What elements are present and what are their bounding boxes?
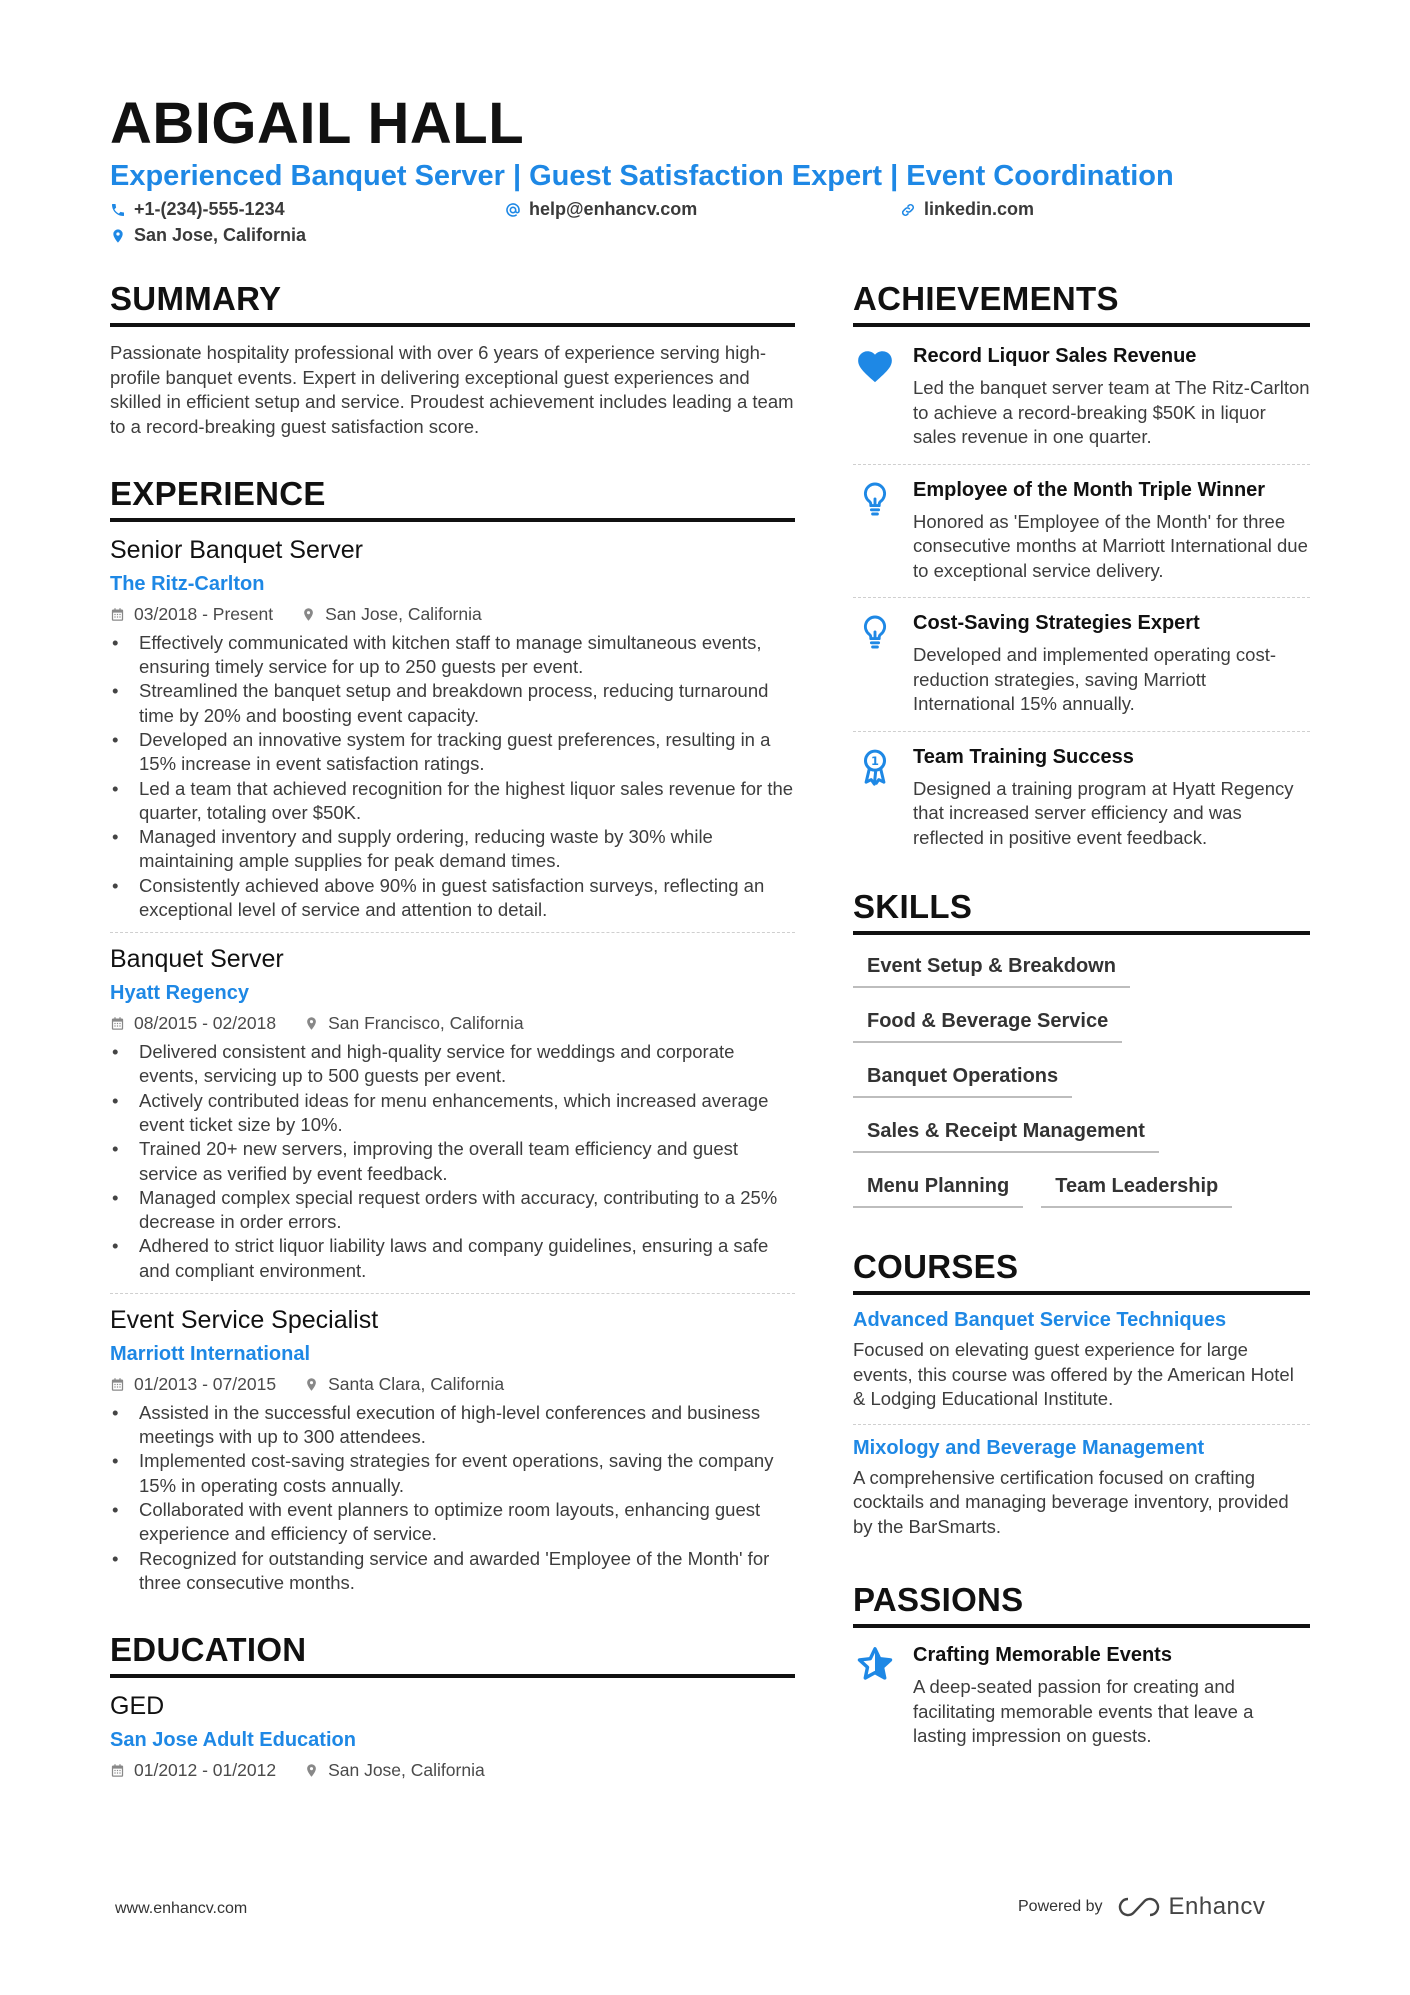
- candidate-title: Experienced Banquet Server | Guest Satisfaction Expert | Event Coordination: [110, 160, 1174, 192]
- infinity-logo-icon: [1117, 1896, 1161, 1918]
- svg-text:1: 1: [871, 753, 879, 768]
- lightbulb-icon: [853, 612, 897, 717]
- job-title: Event Service Specialist: [110, 1306, 379, 1335]
- email-text: help@enhancv.com: [529, 199, 698, 219]
- achievement-title: Employee of the Month Triple Winner: [913, 478, 1266, 501]
- lightbulb-icon: [853, 479, 897, 584]
- job-dates: 08/2015 - 02/2018: [110, 1013, 276, 1034]
- calendar-icon: [110, 1763, 125, 1778]
- job-bullets: [110, 1040, 795, 1283]
- job-meta: [110, 604, 795, 625]
- education-dates: 01/2012 - 01/2012: [110, 1760, 276, 1781]
- calendar-icon: [110, 607, 125, 622]
- skills-heading: SKILLS: [853, 890, 1310, 935]
- footer-branding[interactable]: [1018, 1893, 1265, 1921]
- job-dates: 01/2013 - 07/2015: [110, 1374, 276, 1395]
- skills-section: [853, 890, 1310, 1208]
- passion-item: [853, 1644, 1310, 1749]
- achievement-item: [853, 479, 1310, 584]
- job-title: Banquet Server: [110, 945, 284, 974]
- education-section: [110, 1633, 795, 1781]
- company-name: Marriott International: [110, 1342, 311, 1365]
- achievement-item: [853, 612, 1310, 717]
- phone-text: +1-(234)-555-1234: [134, 199, 285, 219]
- course-text: Focused on elevating guest experience for large events, this course was offered by the American Hotel & Lodging Educational Institute.: [853, 1339, 1294, 1409]
- job-location: Santa Clara, California: [304, 1374, 504, 1395]
- achievements-heading: ACHIEVEMENTS: [853, 282, 1310, 327]
- company-name: The Ritz-Carlton: [110, 572, 265, 595]
- passions-heading: PASSIONS: [853, 1583, 1310, 1628]
- bullet-item: • Managed complex special request orders with accuracy, contributing to a 25% decrease in order errors.: [110, 1186, 795, 1235]
- experience-entry: [110, 536, 795, 922]
- achievement-title: Cost-Saving Strategies Expert: [913, 612, 1200, 634]
- achievement-item: [853, 746, 1310, 851]
- experience-entry: [110, 945, 795, 1283]
- achievements-section: [853, 282, 1310, 850]
- contact-location: [110, 225, 306, 246]
- entry-divider: [853, 597, 1310, 598]
- star-icon: [853, 1644, 897, 1749]
- skill-tag: Team Leadership: [1041, 1175, 1232, 1208]
- achievement-item: [853, 345, 1310, 450]
- job-bullets: [110, 1401, 795, 1595]
- skill-tag: Food & Beverage Service: [853, 1010, 1122, 1043]
- map-pin-icon: [301, 607, 316, 622]
- job-dates: 03/2018 - Present: [110, 604, 273, 625]
- experience-heading: EXPERIENCE: [110, 477, 795, 522]
- location-text: San Jose, California: [134, 225, 307, 245]
- achievement-title: Record Liquor Sales Revenue: [913, 345, 1197, 367]
- job-location: San Francisco, California: [304, 1013, 524, 1034]
- passion-text: A deep-seated passion for creating and facilitating memorable events that leave a lasting impression on guests.: [913, 1676, 1254, 1746]
- bullet-item: • Streamlined the banquet setup and breakdown process, reducing turnaround time by 20% and boosting event capacity.: [110, 679, 795, 728]
- map-pin-icon: [110, 228, 126, 244]
- phone-icon: [110, 202, 126, 218]
- job-location: San Jose, California: [301, 604, 482, 625]
- school-name: San Jose Adult Education: [110, 1728, 356, 1751]
- entry-divider: [110, 1293, 795, 1294]
- calendar-icon: [110, 1377, 125, 1392]
- bullet-item: • Collaborated with event planners to optimize room layouts, enhancing guest experience and efficiency of service.: [110, 1498, 795, 1547]
- entry-divider: [853, 1424, 1310, 1425]
- experience-section: [110, 477, 795, 1595]
- achievement-text: Designed a training program at Hyatt Regency that increased server efficiency and was reflected in positive event feedback.: [913, 777, 1294, 848]
- education-meta: [110, 1760, 795, 1781]
- courses-heading: COURSES: [853, 1250, 1310, 1295]
- bullet-item: • Assisted in the successful execution of high-level conferences and business meetings with up to 300 attendees.: [110, 1401, 795, 1450]
- bullet-item: • Consistently achieved above 90% in guest satisfaction surveys, reflecting an exceptional level of service and attention to detail.: [110, 874, 795, 923]
- bullet-item: • Implemented cost-saving strategies for event operations, saving the company 15% in operating costs annually.: [110, 1449, 795, 1498]
- bullet-item: • Delivered consistent and high-quality service for weddings and corporate events, servicing up to 500 guests per event.: [110, 1040, 795, 1089]
- linkedin-text: linkedin.com: [924, 199, 1035, 219]
- footer-website[interactable]: www.enhancv.com: [115, 1900, 248, 1917]
- course-item: [853, 1437, 1310, 1540]
- brand-logo: [1117, 1893, 1266, 1921]
- contact-email[interactable]: [505, 199, 697, 220]
- achievement-text: Led the banquet server team at The Ritz-Carlton to achieve a record-breaking $50K in liquor sales revenue in one quarter.: [913, 377, 1310, 447]
- map-pin-icon: [304, 1377, 319, 1392]
- powered-by-text: Powered by: [1018, 1898, 1103, 1915]
- skill-tag: Event Setup & Breakdown: [853, 955, 1130, 988]
- course-title: Mixology and Beverage Management: [853, 1436, 1205, 1459]
- bullet-item: • Actively contributed ideas for menu enhancements, which increased average event ticket size by 10%.: [110, 1089, 795, 1138]
- contact-phone[interactable]: [110, 199, 285, 220]
- education-heading: EDUCATION: [110, 1633, 795, 1678]
- job-meta: [110, 1374, 795, 1395]
- entry-divider: [853, 731, 1310, 732]
- skill-tag: Menu Planning: [853, 1175, 1023, 1208]
- passion-title: Crafting Memorable Events: [913, 1644, 1172, 1666]
- education-location: San Jose, California: [304, 1760, 485, 1781]
- experience-entry: [110, 1306, 795, 1595]
- job-bullets: [110, 631, 795, 923]
- candidate-name: ABIGAIL HALL: [110, 91, 525, 156]
- entry-divider: [110, 932, 795, 933]
- company-name: Hyatt Regency: [110, 982, 249, 1005]
- achievement-text: Developed and implemented operating cost-reduction strategies, saving Marriott International 15% annually.: [913, 644, 1277, 714]
- bullet-item: • Recognized for outstanding service and awarded 'Employee of the Month' for three consecutive months.: [110, 1547, 795, 1596]
- course-title: Advanced Banquet Service Techniques: [853, 1309, 1227, 1331]
- contact-linkedin[interactable]: [900, 199, 1034, 220]
- bullet-item: • Led a team that achieved recognition for the highest liquor sales revenue for the quarter, totaling over $50K.: [110, 777, 795, 826]
- calendar-icon: [110, 1016, 125, 1031]
- achievement-text: Honored as 'Employee of the Month' for three consecutive months at Marriott International due to exceptional service delivery.: [913, 510, 1308, 581]
- bullet-item: • Effectively communicated with kitchen staff to manage simultaneous events, ensuring timely service for up to 250 guests per event.: [110, 631, 795, 680]
- skill-tag: Banquet Operations: [853, 1065, 1072, 1098]
- skill-tag: Sales & Receipt Management: [853, 1120, 1159, 1153]
- summary-section: [110, 282, 795, 439]
- bullet-item: • Trained 20+ new servers, improving the overall team efficiency and guest service as verified by event feedback.: [110, 1137, 795, 1186]
- award-ribbon-icon: [853, 746, 897, 851]
- job-meta: [110, 1013, 795, 1034]
- degree: GED: [110, 1692, 165, 1721]
- bullet-item: • Adhered to strict liquor liability laws and company guidelines, ensuring a safe and compliant environment.: [110, 1234, 795, 1283]
- brand-name: Enhancv: [1168, 1893, 1266, 1920]
- entry-divider: [853, 464, 1310, 465]
- link-icon: [900, 202, 916, 218]
- map-pin-icon: [304, 1763, 319, 1778]
- courses-section: [853, 1250, 1310, 1539]
- course-item: [853, 1309, 1310, 1412]
- at-sign-icon: [505, 202, 521, 218]
- left-column: [110, 282, 795, 1787]
- bullet-item: • Managed inventory and supply ordering, reducing waste by 30% while maintaining ample supplies for peak demand times.: [110, 825, 795, 874]
- skills-list: [853, 955, 1310, 1208]
- heart-icon: [853, 345, 897, 450]
- course-text: A comprehensive certification focused on crafting cocktails and managing beverage inventory, provided by the BarSmarts.: [853, 1466, 1289, 1537]
- job-title: Senior Banquet Server: [110, 536, 363, 564]
- map-pin-icon: [304, 1016, 319, 1031]
- right-column: [853, 282, 1310, 1749]
- summary-heading: SUMMARY: [110, 282, 795, 327]
- passions-section: [853, 1583, 1310, 1749]
- achievement-title: Team Training Success: [913, 745, 1134, 768]
- bullet-item: • Developed an innovative system for tracking guest preferences, resulting in a 15% increase in event satisfaction ratings.: [110, 728, 795, 777]
- summary-text: Passionate hospitality professional with over 6 years of experience serving high-profile banquet events. Expert in delivering exceptional guest experiences and skilled in efficient setup and service. Proudest achievement includes leading a team to a record-breaking guest satisfaction score.: [110, 342, 794, 437]
